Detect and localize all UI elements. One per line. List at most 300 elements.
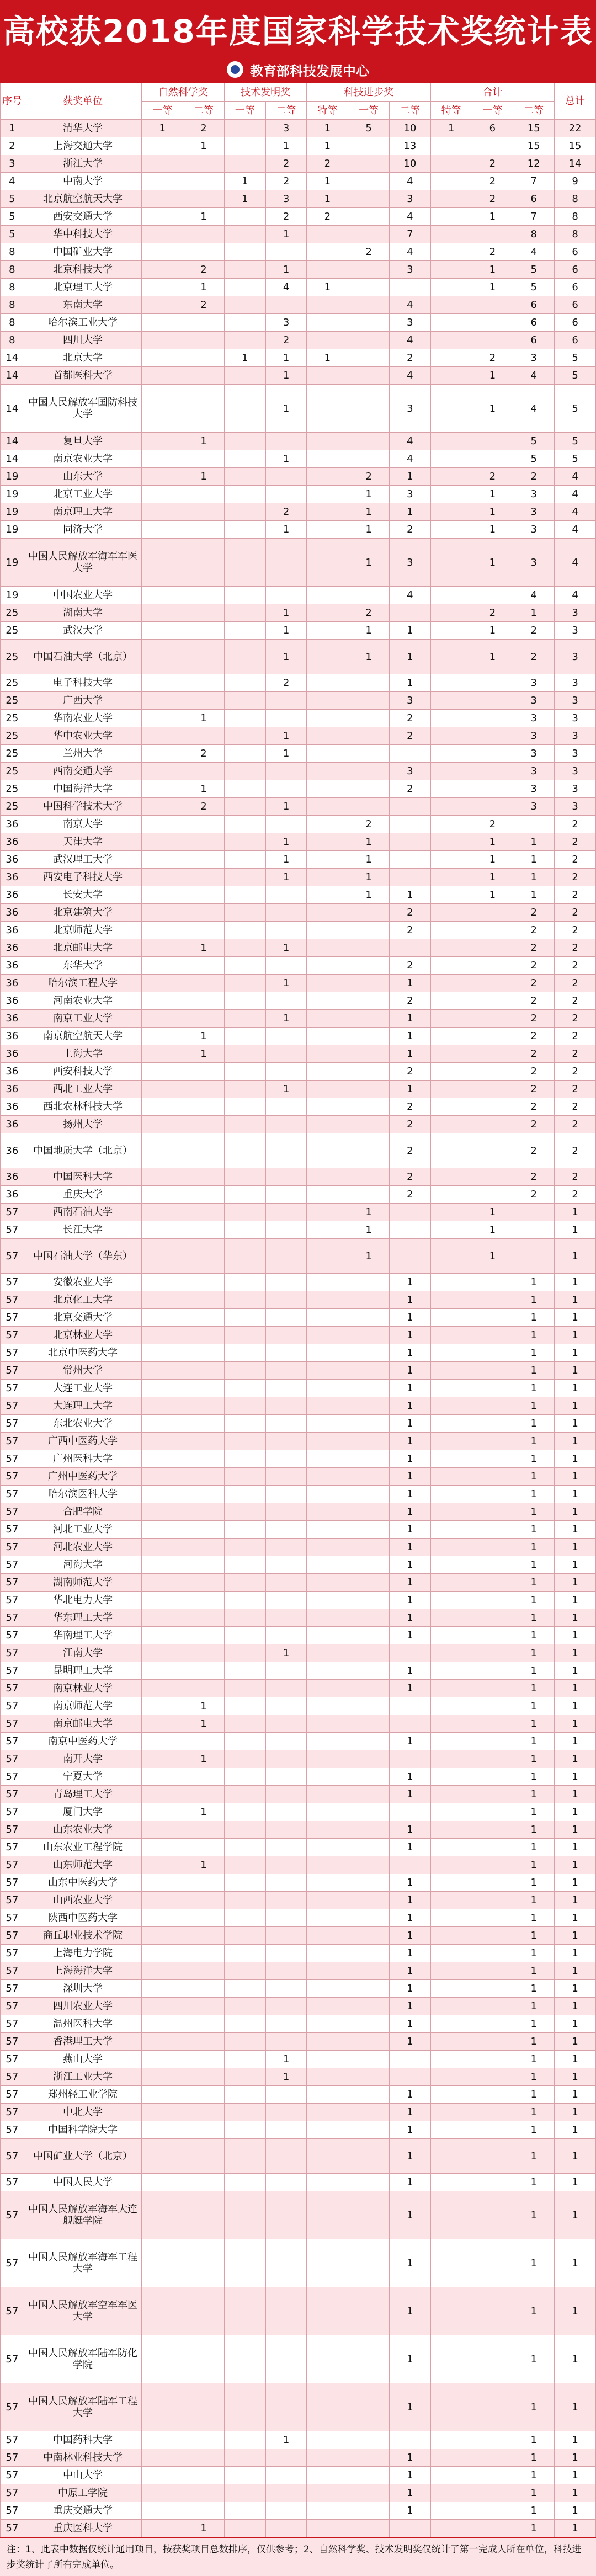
cell-progress-special bbox=[307, 1539, 348, 1556]
cell-progress-special bbox=[307, 1045, 348, 1063]
cell-progress-first bbox=[348, 2051, 390, 2068]
cell-invention-second bbox=[265, 1750, 307, 1768]
cell-invention-second: 2 bbox=[265, 173, 307, 190]
cell-progress-first bbox=[348, 450, 390, 468]
cell-total-second: 1 bbox=[513, 2121, 555, 2139]
cell-rank: 57 bbox=[1, 1750, 24, 1768]
header-second: 二等 bbox=[183, 102, 225, 120]
cell-progress-special bbox=[307, 1733, 348, 1750]
cell-progress-second: 1 bbox=[389, 2086, 430, 2104]
cell-progress-special bbox=[307, 1486, 348, 1503]
cell-total-first: 1 bbox=[472, 886, 513, 904]
cell-total-special bbox=[430, 1697, 472, 1715]
cell-progress-second: 2 bbox=[389, 1098, 430, 1116]
cell-progress-second: 3 bbox=[389, 385, 430, 433]
cell-natural-first bbox=[142, 1662, 183, 1680]
table-row bbox=[1, 1715, 596, 1733]
cell-progress-first bbox=[348, 1697, 390, 1715]
cell-natural-first bbox=[142, 1486, 183, 1503]
cell-total-first bbox=[472, 2520, 513, 2537]
cell-natural-first bbox=[142, 1204, 183, 1221]
cell-grand-total: 1 bbox=[555, 1574, 596, 1592]
table-row bbox=[1, 1856, 596, 1874]
cell-total-second: 6 bbox=[513, 332, 555, 349]
cell-total-special bbox=[430, 692, 472, 710]
cell-progress-special: 1 bbox=[307, 190, 348, 208]
cell-natural-first bbox=[142, 2287, 183, 2335]
cell-rank: 36 bbox=[1, 1081, 24, 1098]
cell-total-special bbox=[430, 243, 472, 261]
cell-invention-first bbox=[224, 1697, 265, 1715]
cell-rank: 57 bbox=[1, 1291, 24, 1309]
cell-progress-first bbox=[348, 1168, 390, 1186]
cell-invention-first bbox=[224, 468, 265, 486]
cell-unit: 湖南师范大学 bbox=[24, 1574, 142, 1592]
cell-rank: 36 bbox=[1, 1098, 24, 1116]
cell-natural-second bbox=[183, 2139, 225, 2174]
cell-rank: 5 bbox=[1, 226, 24, 243]
cell-grand-total: 4 bbox=[555, 521, 596, 539]
table-row bbox=[1, 869, 596, 886]
cell-rank: 1 bbox=[1, 120, 24, 137]
cell-progress-first bbox=[348, 1133, 390, 1168]
table-row bbox=[1, 314, 596, 332]
cell-grand-total: 1 bbox=[555, 2121, 596, 2139]
cell-rank: 57 bbox=[1, 1239, 24, 1274]
cell-rank: 14 bbox=[1, 349, 24, 367]
cell-unit: 广州中医药大学 bbox=[24, 1468, 142, 1486]
cell-invention-first bbox=[224, 1503, 265, 1521]
cell-progress-second: 1 bbox=[389, 1274, 430, 1291]
cell-invention-first bbox=[224, 587, 265, 604]
cell-progress-second bbox=[389, 604, 430, 622]
cell-invention-second bbox=[265, 1609, 307, 1627]
cell-progress-second: 4 bbox=[389, 296, 430, 314]
cell-invention-second: 2 bbox=[265, 155, 307, 173]
cell-invention-second: 1 bbox=[265, 349, 307, 367]
cell-progress-special bbox=[307, 433, 348, 450]
cell-progress-special bbox=[307, 992, 348, 1010]
cell-total-special bbox=[430, 1521, 472, 1539]
cell-progress-second: 1 bbox=[389, 1892, 430, 1909]
cell-natural-second bbox=[183, 1644, 225, 1662]
cell-natural-first bbox=[142, 279, 183, 296]
cell-total-first bbox=[472, 1063, 513, 1081]
cell-progress-first: 1 bbox=[348, 503, 390, 521]
cell-grand-total: 1 bbox=[555, 1415, 596, 1433]
cell-natural-first bbox=[142, 1380, 183, 1397]
cell-total-special bbox=[430, 1045, 472, 1063]
cell-progress-first bbox=[348, 1680, 390, 1697]
cell-natural-first bbox=[142, 1133, 183, 1168]
cell-rank: 57 bbox=[1, 1627, 24, 1644]
cell-natural-second: 1 bbox=[183, 939, 225, 957]
cell-total-special bbox=[430, 2086, 472, 2104]
cell-invention-first bbox=[224, 2015, 265, 2033]
cell-progress-second: 2 bbox=[389, 349, 430, 367]
cell-rank: 36 bbox=[1, 939, 24, 957]
cell-unit: 中国人民解放军海军军医大学 bbox=[24, 539, 142, 587]
cell-unit: 四川大学 bbox=[24, 332, 142, 349]
cell-total-second: 1 bbox=[513, 1839, 555, 1856]
cell-unit: 安徽农业大学 bbox=[24, 1274, 142, 1291]
cell-progress-second: 1 bbox=[389, 1786, 430, 1803]
cell-natural-second bbox=[183, 173, 225, 190]
cell-invention-second: 1 bbox=[265, 727, 307, 745]
cell-unit: 西北农林科技大学 bbox=[24, 1098, 142, 1116]
cell-unit: 中国矿业大学 bbox=[24, 243, 142, 261]
table-row bbox=[1, 1786, 596, 1803]
cell-total-special bbox=[430, 1874, 472, 1892]
cell-total-second: 2 bbox=[513, 1168, 555, 1186]
cell-total-second: 2 bbox=[513, 1063, 555, 1081]
cell-total-second: 1 bbox=[513, 869, 555, 886]
cell-progress-second: 3 bbox=[389, 763, 430, 780]
cell-invention-second: 1 bbox=[265, 2051, 307, 2068]
cell-progress-first: 2 bbox=[348, 816, 390, 833]
cell-natural-first bbox=[142, 1010, 183, 1028]
table-row bbox=[1, 2335, 596, 2383]
header-special: 特等 bbox=[430, 102, 472, 120]
cell-total-first bbox=[472, 450, 513, 468]
cell-natural-first bbox=[142, 2086, 183, 2104]
cell-unit: 中原工学院 bbox=[24, 2484, 142, 2502]
cell-invention-second: 2 bbox=[265, 208, 307, 226]
cell-natural-first bbox=[142, 385, 183, 433]
cell-progress-first: 1 bbox=[348, 886, 390, 904]
cell-total-special bbox=[430, 1927, 472, 1945]
cell-progress-first bbox=[348, 1081, 390, 1098]
cell-progress-second: 1 bbox=[389, 640, 430, 674]
cell-rank: 57 bbox=[1, 2051, 24, 2068]
cell-progress-second bbox=[389, 816, 430, 833]
cell-total-special bbox=[430, 385, 472, 433]
cell-total-special bbox=[430, 261, 472, 279]
cell-progress-special bbox=[307, 2068, 348, 2086]
cell-natural-first bbox=[142, 798, 183, 816]
cell-rank: 57 bbox=[1, 1450, 24, 1468]
cell-total-second: 1 bbox=[513, 1274, 555, 1291]
cell-progress-first bbox=[348, 922, 390, 939]
cell-total-second: 1 bbox=[513, 1362, 555, 1380]
cell-progress-first bbox=[348, 1662, 390, 1680]
cell-grand-total: 2 bbox=[555, 957, 596, 975]
cell-invention-second bbox=[265, 1468, 307, 1486]
cell-unit: 北京交通大学 bbox=[24, 1309, 142, 1327]
cell-grand-total: 1 bbox=[555, 1962, 596, 1980]
cell-rank: 36 bbox=[1, 1010, 24, 1028]
cell-grand-total: 5 bbox=[555, 433, 596, 450]
cell-rank: 57 bbox=[1, 1662, 24, 1680]
cell-grand-total: 3 bbox=[555, 710, 596, 727]
cell-total-special bbox=[430, 922, 472, 939]
cell-progress-first bbox=[348, 2239, 390, 2287]
cell-progress-special bbox=[307, 1133, 348, 1168]
cell-progress-first bbox=[348, 1380, 390, 1397]
cell-progress-special bbox=[307, 1750, 348, 1768]
cell-total-second: 3 bbox=[513, 727, 555, 745]
cell-invention-first bbox=[224, 904, 265, 922]
table-row bbox=[1, 1980, 596, 1998]
cell-rank: 57 bbox=[1, 2068, 24, 2086]
cell-natural-first bbox=[142, 137, 183, 155]
cell-rank: 57 bbox=[1, 2502, 24, 2520]
cell-grand-total: 1 bbox=[555, 1945, 596, 1962]
cell-progress-special bbox=[307, 745, 348, 763]
cell-invention-second bbox=[265, 1680, 307, 1697]
cell-rank: 57 bbox=[1, 1521, 24, 1539]
cell-progress-second: 1 bbox=[389, 1362, 430, 1380]
table-row bbox=[1, 1274, 596, 1291]
cell-total-second: 1 bbox=[513, 1715, 555, 1733]
cell-natural-second bbox=[183, 349, 225, 367]
cell-unit: 重庆大学 bbox=[24, 1186, 142, 1204]
cell-total-special bbox=[430, 2383, 472, 2431]
cell-natural-second bbox=[183, 1274, 225, 1291]
cell-total-second: 3 bbox=[513, 674, 555, 692]
cell-total-first bbox=[472, 2383, 513, 2431]
cell-natural-second: 2 bbox=[183, 296, 225, 314]
table-row bbox=[1, 2449, 596, 2467]
table-row bbox=[1, 816, 596, 833]
cell-invention-first bbox=[224, 208, 265, 226]
table-row bbox=[1, 190, 596, 208]
table-row bbox=[1, 1239, 596, 1274]
cell-invention-second bbox=[265, 1521, 307, 1539]
cell-progress-first bbox=[348, 2015, 390, 2033]
cell-total-special bbox=[430, 1291, 472, 1309]
table-row bbox=[1, 1644, 596, 1662]
cell-natural-second bbox=[183, 450, 225, 468]
cell-natural-first bbox=[142, 1892, 183, 1909]
cell-total-first bbox=[472, 922, 513, 939]
cell-total-special bbox=[430, 1309, 472, 1327]
table-row bbox=[1, 798, 596, 816]
cell-invention-first bbox=[224, 869, 265, 886]
cell-invention-second bbox=[265, 957, 307, 975]
cell-natural-second bbox=[183, 1098, 225, 1116]
cell-natural-second bbox=[183, 674, 225, 692]
cell-natural-first bbox=[142, 521, 183, 539]
cell-progress-second: 4 bbox=[389, 208, 430, 226]
cell-total-first: 1 bbox=[472, 208, 513, 226]
cell-natural-second: 1 bbox=[183, 1045, 225, 1063]
cell-invention-second bbox=[265, 1397, 307, 1415]
cell-total-second: 3 bbox=[513, 745, 555, 763]
cell-total-second bbox=[513, 1239, 555, 1274]
cell-total-first: 1 bbox=[472, 851, 513, 869]
cell-unit: 武汉大学 bbox=[24, 622, 142, 640]
cell-invention-second bbox=[265, 1344, 307, 1362]
table-row bbox=[1, 1204, 596, 1221]
cell-unit: 北京邮电大学 bbox=[24, 939, 142, 957]
cell-total-second: 1 bbox=[513, 2467, 555, 2484]
cell-unit: 哈尔滨工业大学 bbox=[24, 314, 142, 332]
cell-total-special bbox=[430, 780, 472, 798]
table-row bbox=[1, 710, 596, 727]
cell-rank: 36 bbox=[1, 922, 24, 939]
cell-invention-first bbox=[224, 1204, 265, 1221]
cell-invention-first bbox=[224, 385, 265, 433]
cell-total-special bbox=[430, 1627, 472, 1644]
cell-natural-first bbox=[142, 1503, 183, 1521]
cell-total-special bbox=[430, 155, 472, 173]
cell-rank: 57 bbox=[1, 1927, 24, 1945]
cell-progress-second: 1 bbox=[389, 1503, 430, 1521]
cell-unit: 西安科技大学 bbox=[24, 1063, 142, 1081]
cell-progress-special bbox=[307, 2431, 348, 2449]
cell-total-first bbox=[472, 1186, 513, 1204]
cell-natural-first bbox=[142, 2068, 183, 2086]
cell-invention-second bbox=[265, 1309, 307, 1327]
cell-unit: 华南理工大学 bbox=[24, 1627, 142, 1644]
cell-rank: 57 bbox=[1, 1468, 24, 1486]
cell-total-second: 3 bbox=[513, 521, 555, 539]
cell-progress-second: 1 bbox=[389, 1450, 430, 1468]
table-row bbox=[1, 1750, 596, 1768]
table-row bbox=[1, 468, 596, 486]
cell-natural-second bbox=[183, 2335, 225, 2383]
cell-total-special bbox=[430, 1486, 472, 1503]
cell-total-second: 2 bbox=[513, 957, 555, 975]
cell-rank: 57 bbox=[1, 1574, 24, 1592]
cell-natural-second bbox=[183, 851, 225, 869]
cell-progress-second: 2 bbox=[389, 904, 430, 922]
table-row bbox=[1, 296, 596, 314]
cell-invention-first bbox=[224, 1274, 265, 1291]
cell-invention-first bbox=[224, 1556, 265, 1574]
cell-grand-total: 1 bbox=[555, 1380, 596, 1397]
cell-invention-second bbox=[265, 1186, 307, 1204]
cell-progress-special bbox=[307, 904, 348, 922]
cell-grand-total: 1 bbox=[555, 2335, 596, 2383]
cell-grand-total: 1 bbox=[555, 1327, 596, 1344]
cell-total-first bbox=[472, 1750, 513, 1768]
cell-total-first bbox=[472, 1344, 513, 1362]
cell-natural-first bbox=[142, 349, 183, 367]
cell-progress-first: 1 bbox=[348, 539, 390, 587]
table-row bbox=[1, 851, 596, 869]
cell-unit: 华北电力大学 bbox=[24, 1592, 142, 1609]
cell-progress-second: 2 bbox=[389, 521, 430, 539]
cell-progress-second bbox=[389, 1856, 430, 1874]
cell-total-first bbox=[472, 1433, 513, 1450]
cell-progress-second: 1 bbox=[389, 674, 430, 692]
cell-total-special bbox=[430, 1204, 472, 1221]
cell-total-special bbox=[430, 869, 472, 886]
cell-total-special bbox=[430, 1362, 472, 1380]
cell-unit: 山东师范大学 bbox=[24, 1856, 142, 1874]
cell-total-special bbox=[430, 349, 472, 367]
cell-invention-first bbox=[224, 1098, 265, 1116]
header-first: 一等 bbox=[224, 102, 265, 120]
cell-natural-second bbox=[183, 1927, 225, 1945]
cell-invention-second bbox=[265, 2335, 307, 2383]
cell-grand-total: 1 bbox=[555, 1821, 596, 1839]
table-row bbox=[1, 1168, 596, 1186]
cell-total-second: 2 bbox=[513, 992, 555, 1010]
cell-invention-second bbox=[265, 1380, 307, 1397]
cell-total-special bbox=[430, 1750, 472, 1768]
cell-rank: 2 bbox=[1, 137, 24, 155]
cell-progress-special bbox=[307, 2335, 348, 2383]
cell-grand-total: 3 bbox=[555, 692, 596, 710]
cell-total-special bbox=[430, 539, 472, 587]
cell-invention-second bbox=[265, 763, 307, 780]
cell-progress-first bbox=[348, 1627, 390, 1644]
cell-progress-special bbox=[307, 1998, 348, 2015]
cell-progress-special bbox=[307, 1362, 348, 1380]
cell-unit: 南京农业大学 bbox=[24, 450, 142, 468]
cell-progress-first bbox=[348, 1344, 390, 1362]
table-row bbox=[1, 745, 596, 763]
cell-progress-special bbox=[307, 710, 348, 727]
cell-grand-total: 1 bbox=[555, 1486, 596, 1503]
cell-natural-second bbox=[183, 1909, 225, 1927]
cell-invention-second bbox=[265, 710, 307, 727]
cell-natural-second bbox=[183, 1010, 225, 1028]
cell-unit: 武汉理工大学 bbox=[24, 851, 142, 869]
table-row bbox=[1, 2383, 596, 2431]
cell-natural-second bbox=[183, 2239, 225, 2287]
cell-total-first bbox=[472, 1839, 513, 1856]
cell-progress-second: 4 bbox=[389, 243, 430, 261]
cell-rank: 19 bbox=[1, 521, 24, 539]
cell-grand-total: 2 bbox=[555, 1063, 596, 1081]
cell-invention-first bbox=[224, 1909, 265, 1927]
table-row bbox=[1, 2015, 596, 2033]
cell-total-first: 1 bbox=[472, 640, 513, 674]
cell-total-special bbox=[430, 1733, 472, 1750]
cell-progress-first bbox=[348, 1415, 390, 1433]
cell-progress-first bbox=[348, 957, 390, 975]
cell-progress-special bbox=[307, 1186, 348, 1204]
cell-total-first bbox=[472, 1945, 513, 1962]
cell-progress-second: 1 bbox=[389, 1486, 430, 1503]
cell-total-first: 1 bbox=[472, 622, 513, 640]
cell-unit: 北京航空航天大学 bbox=[24, 190, 142, 208]
cell-natural-first bbox=[142, 975, 183, 992]
cell-natural-first bbox=[142, 1415, 183, 1433]
cell-rank: 57 bbox=[1, 2033, 24, 2051]
cell-natural-first bbox=[142, 851, 183, 869]
cell-natural-first bbox=[142, 2449, 183, 2467]
cell-unit: 中国人民解放军海军工程大学 bbox=[24, 2239, 142, 2287]
cell-total-special bbox=[430, 1503, 472, 1521]
cell-natural-first bbox=[142, 710, 183, 727]
cell-total-special bbox=[430, 1098, 472, 1116]
cell-total-special bbox=[430, 1186, 472, 1204]
cell-progress-first: 1 bbox=[348, 521, 390, 539]
cell-grand-total: 6 bbox=[555, 314, 596, 332]
cell-total-first: 2 bbox=[472, 190, 513, 208]
cell-total-special bbox=[430, 1168, 472, 1186]
cell-invention-first bbox=[224, 1874, 265, 1892]
cell-invention-second: 1 bbox=[265, 226, 307, 243]
cell-progress-first: 1 bbox=[348, 869, 390, 886]
cell-total-special bbox=[430, 173, 472, 190]
cell-grand-total: 1 bbox=[555, 2484, 596, 2502]
cell-natural-first bbox=[142, 1116, 183, 1133]
cell-total-special bbox=[430, 1786, 472, 1803]
cell-invention-second bbox=[265, 2502, 307, 2520]
cell-invention-second bbox=[265, 904, 307, 922]
cell-unit: 电子科技大学 bbox=[24, 674, 142, 692]
cell-rank: 57 bbox=[1, 1503, 24, 1521]
cell-progress-special bbox=[307, 1521, 348, 1539]
cell-progress-special bbox=[307, 851, 348, 869]
cell-progress-second: 3 bbox=[389, 190, 430, 208]
